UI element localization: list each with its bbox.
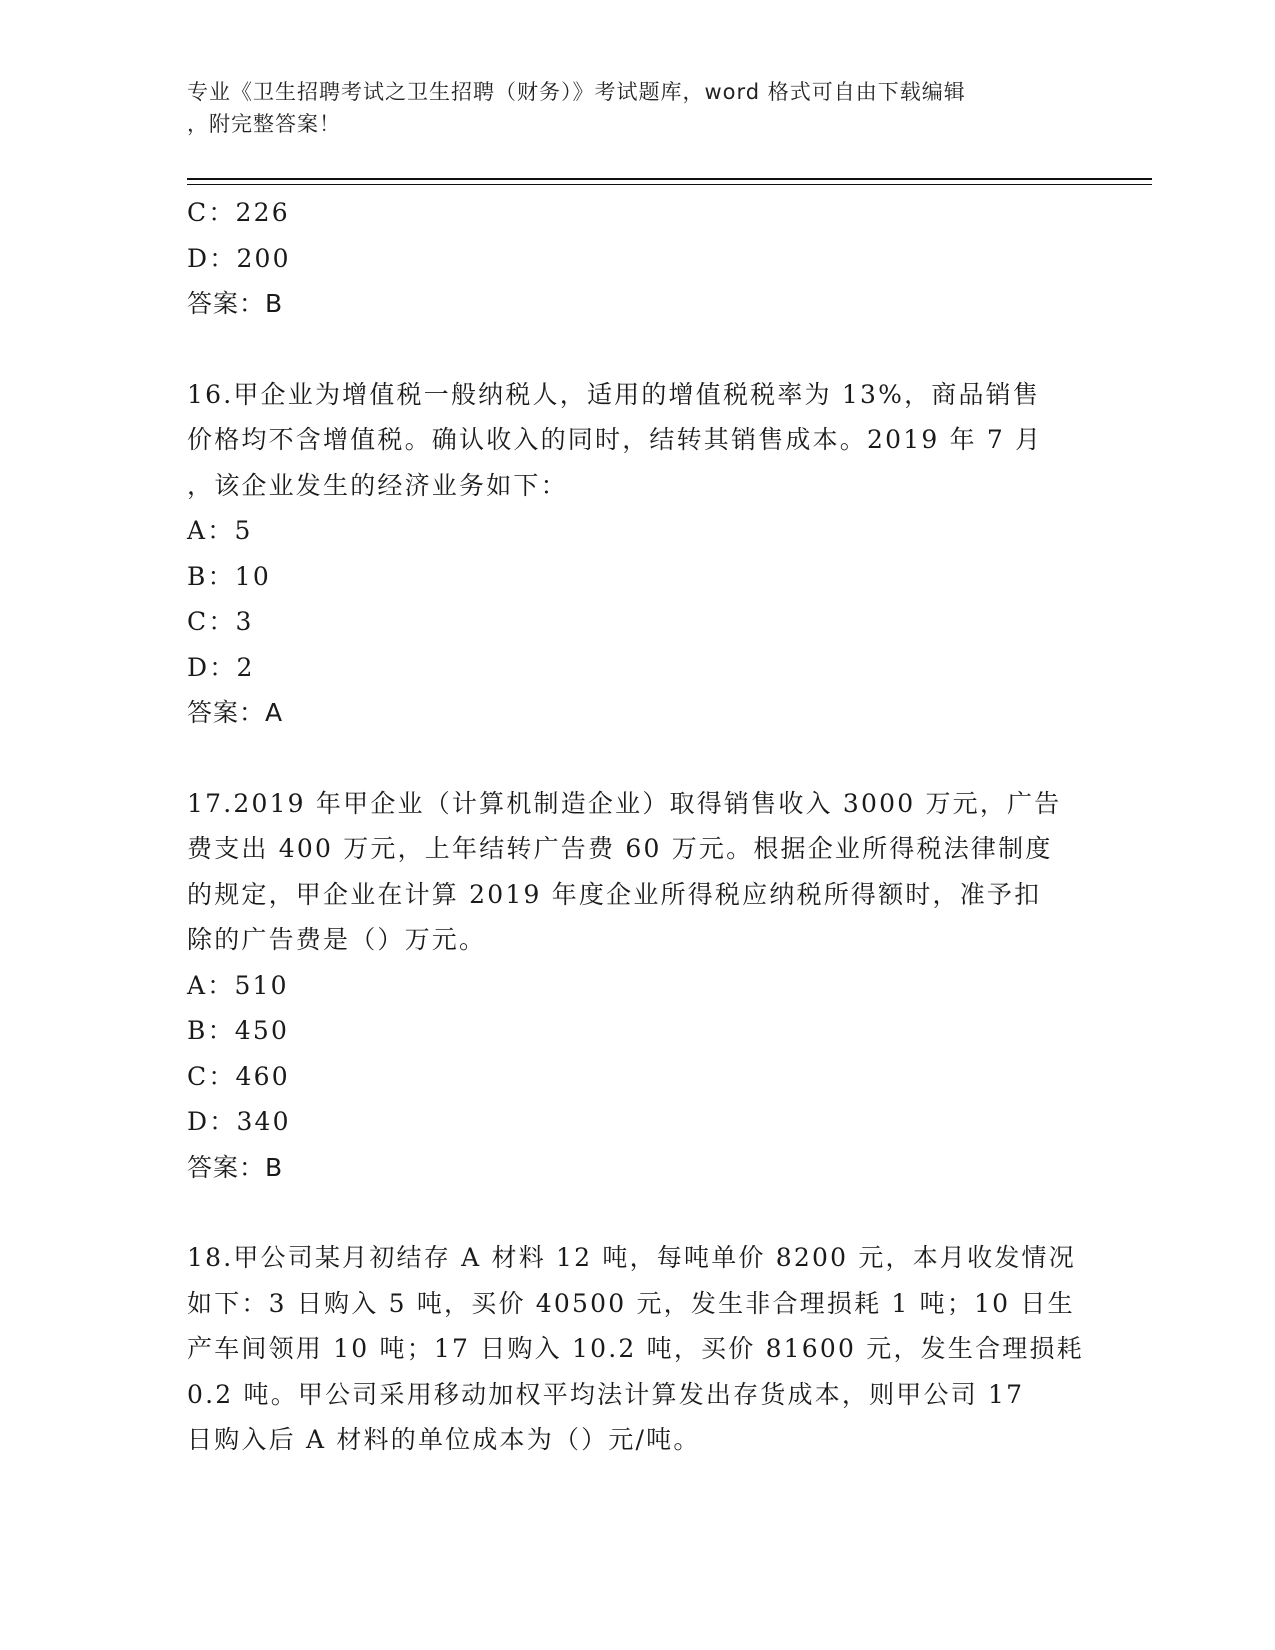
option-d: D：340: [187, 1107, 291, 1136]
answer-line: 答案：A: [187, 698, 284, 727]
header-line-1: 专业《卫生招聘考试之卫生招聘（财务）》考试题库，word 格式可自由下载编辑: [187, 80, 966, 104]
header-line-2: ，附完整答案！: [187, 112, 341, 136]
option-c: C：226: [187, 198, 290, 227]
question-text-line: 0.2 吨。甲公司采用移动加权平均法计算发出存货成本，则甲公司 17: [187, 1379, 1025, 1409]
question-15-tail: [187, 190, 1087, 327]
header-divider-thick: [187, 178, 1152, 180]
answer-line: 答案：B: [187, 1152, 284, 1182]
option-c: C：460: [187, 1061, 290, 1091]
header-divider-thin: [187, 184, 1152, 185]
option-d: D：200: [187, 243, 291, 273]
question-text-line: 价格均不含增值税。确认收入的同时，结转其销售成本。2019 年 7 月: [187, 425, 1043, 454]
question-16: [187, 372, 1087, 736]
option-c: C：3: [187, 607, 254, 636]
document-body: [187, 190, 1087, 1463]
option-a: A：5: [187, 516, 253, 545]
answer-line: 答案：B: [187, 289, 284, 318]
question-18: [187, 1235, 1087, 1463]
option-b: B：450: [187, 1016, 290, 1045]
spacer: [187, 327, 1087, 372]
option-a: A：510: [187, 970, 289, 1000]
question-text-line: 的规定，甲企业在计算 2019 年度企业所得税应纳税所得额时，准予扣: [187, 879, 1042, 909]
question-text-line: 产车间领用 10 吨；17 日购入 10.2 吨，买价 81600 元，发生合理损耗: [187, 1334, 1084, 1363]
spacer: [187, 736, 1087, 781]
page-header: [187, 76, 1067, 140]
option-b: B：10: [187, 561, 271, 591]
spacer: [187, 1190, 1087, 1235]
question-text-line: 日购入后 A 材料的单位成本为（）元/吨。: [187, 1425, 701, 1454]
question-text-line: 除的广告费是（）万元。: [187, 925, 487, 954]
option-d: D：2: [187, 652, 255, 682]
question-text-line: 18.甲公司某月初结存 A 材料 12 吨，每吨单价 8200 元，本月收发情况: [187, 1243, 1076, 1272]
question-text-line: ，该企业发生的经济业务如下：: [187, 470, 568, 500]
question-text-line: 16.甲企业为增值税一般纳税人，适用的增值税税率为 13%，商品销售: [187, 379, 1041, 409]
question-text-line: 如下：3 日购入 5 吨，买价 40500 元，发生非合理损耗 1 吨；10 日生: [187, 1288, 1075, 1318]
question-text-line: 17.2019 年甲企业（计算机制造企业）取得销售收入 3000 万元，广告: [187, 788, 1062, 818]
question-17: [187, 781, 1087, 1191]
question-text-line: 费支出 400 万元，上年结转广告费 60 万元。根据企业所得税法律制度: [187, 834, 1053, 863]
